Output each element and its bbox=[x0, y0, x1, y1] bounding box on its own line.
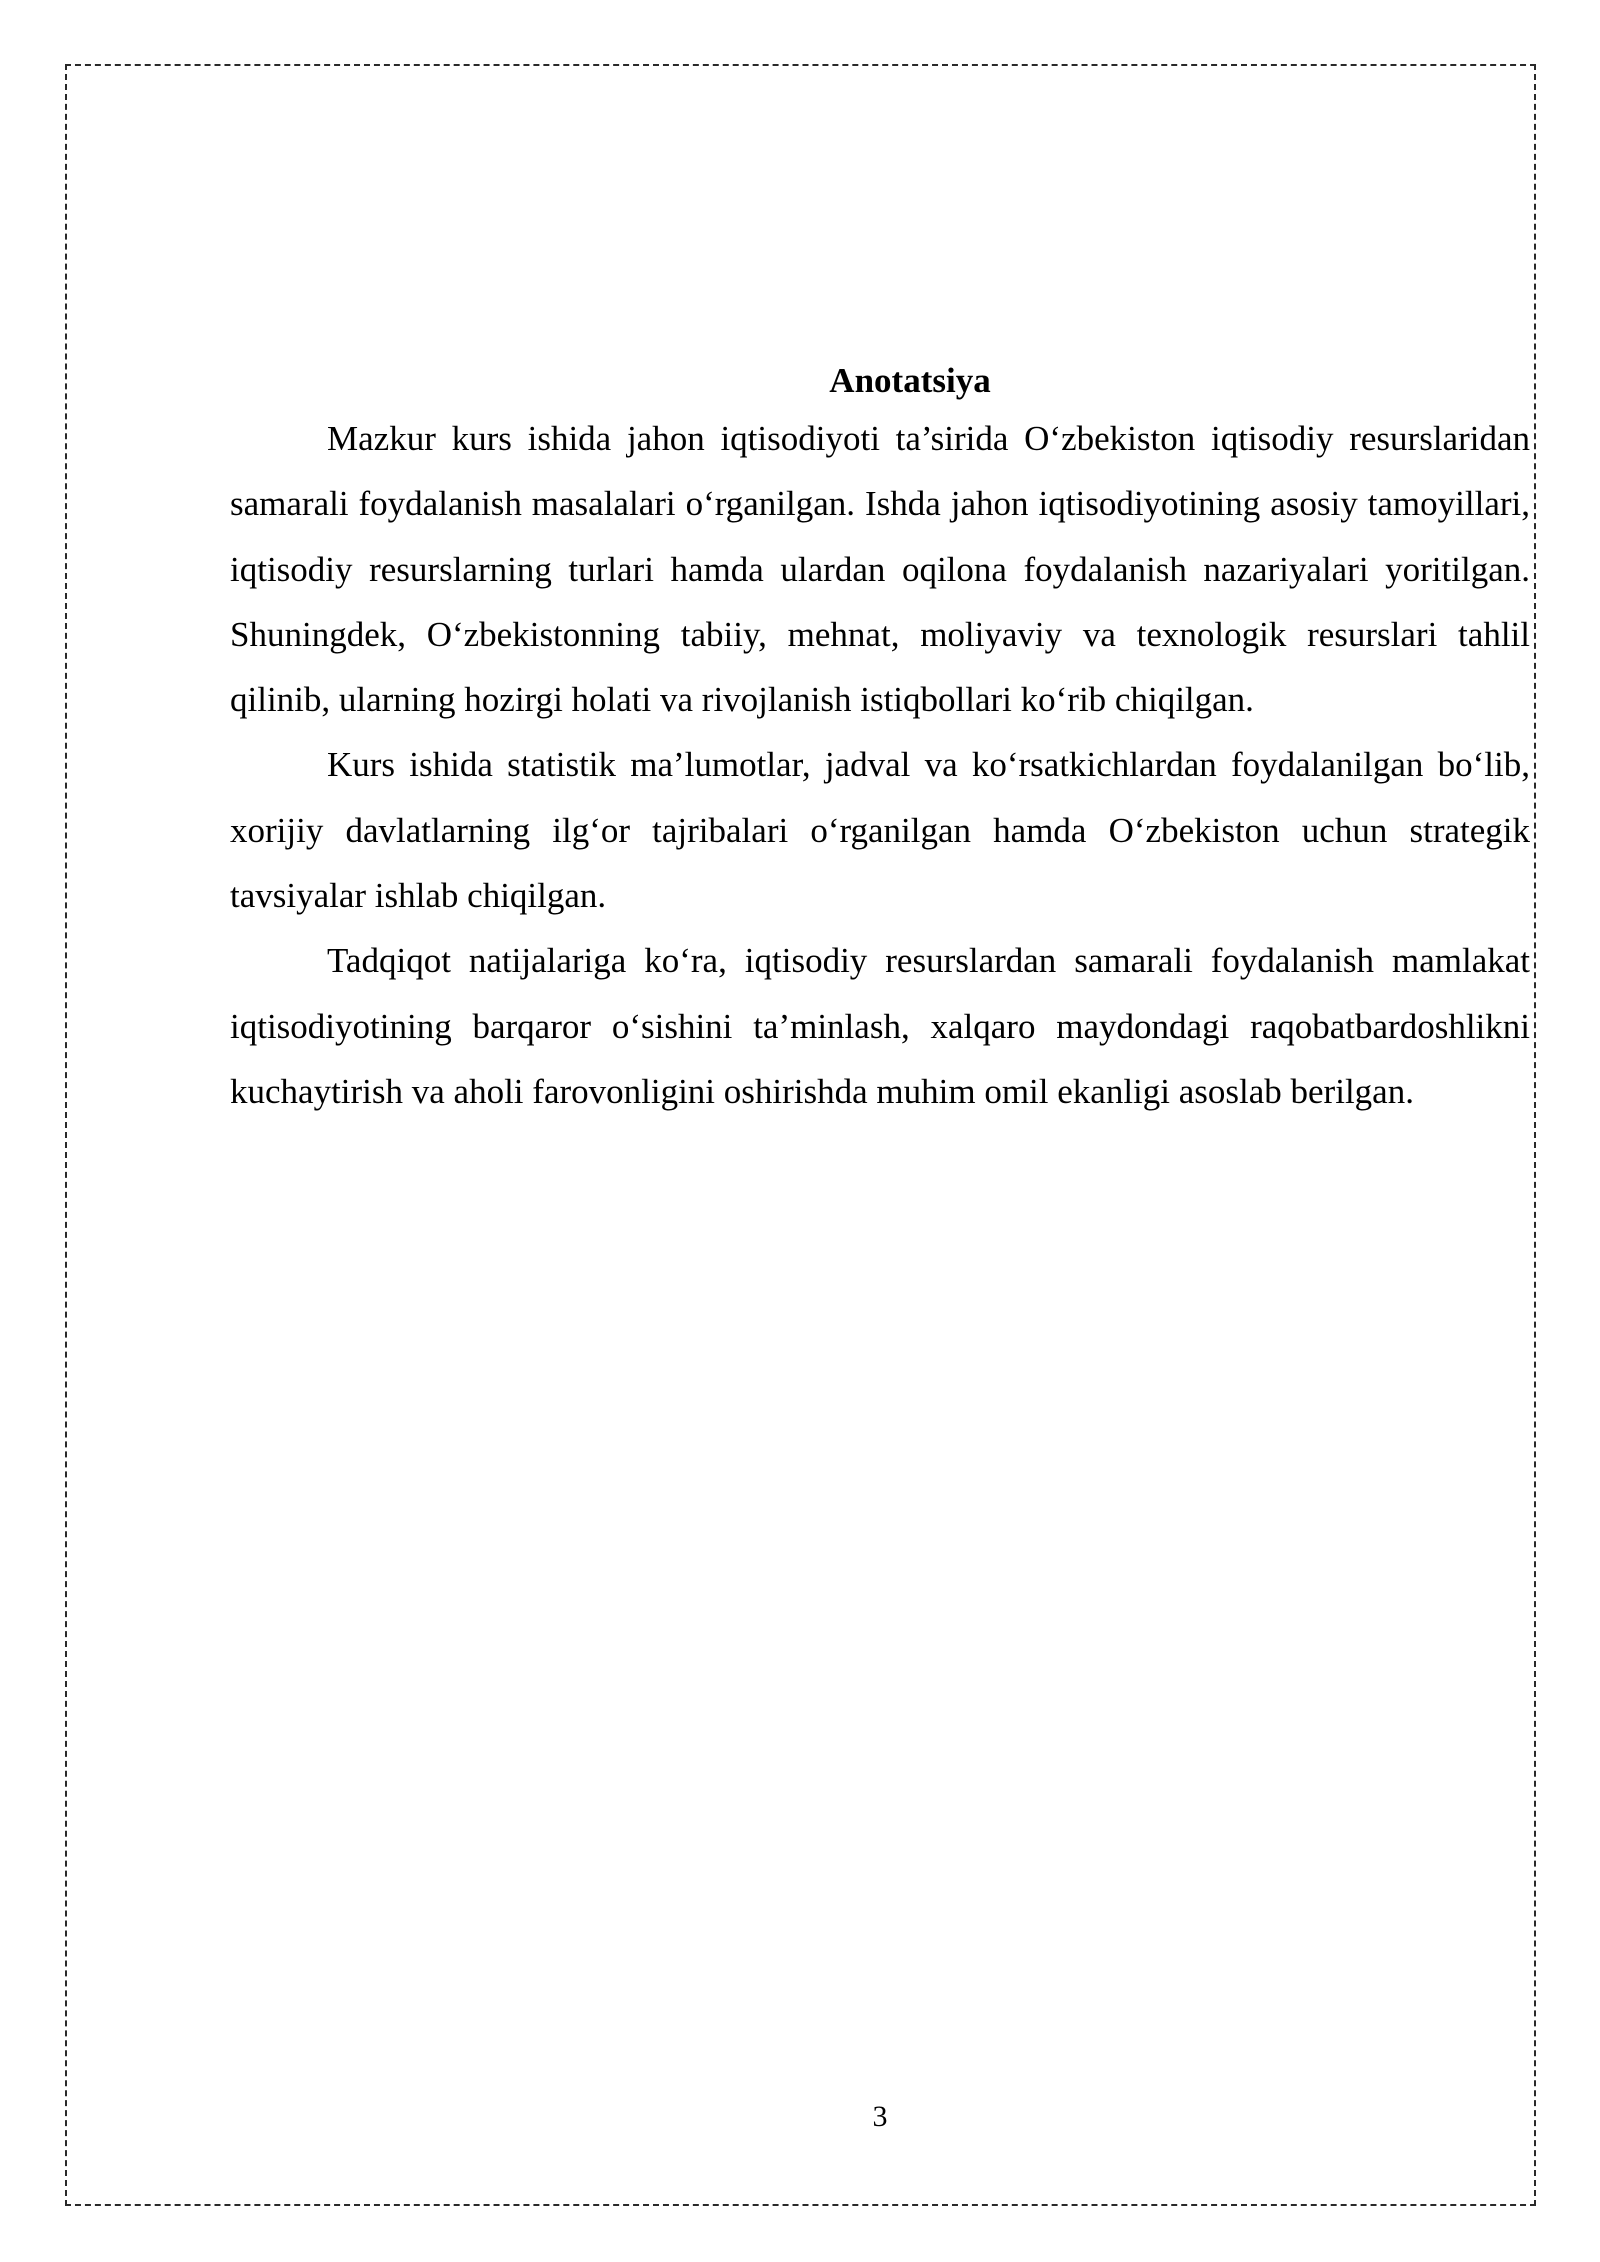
paragraph-3: Tadqiqot natijalariga ko‘ra, iqtisodiy resurslardan samarali foydalanish mamlakat iqtisodiyotining barqaror o‘sishini ta’minlash, xalqaro maydondagi raqobatbardoshlikni kuchaytirish va aholi farovonligini oshirishda muhim omil ekanligi asoslab berilgan. bbox=[230, 941, 1530, 1111]
paragraph-1: Mazkur kurs ishida jahon iqtisodiyoti ta’sirida O‘zbekiston iqtisodiy resurslaridan samarali foydalanish masalalari o‘rganilgan. Ishda jahon iqtisodiyotining asosiy tamoyillari, iqtisodiy resurslarning turlari hamda ulardan oqilona foydalanish nazariyalari yoritilgan. Shuningdek, O‘zbekistonning tabiiy, mehnat, moliyaviy va texnologik resurslari tahlil qilinib, ularning hozirgi holati va rivojlanish istiqbollari ko‘rib chiqilgan. bbox=[230, 419, 1530, 720]
document-title: Anotatsiya bbox=[829, 361, 991, 400]
paragraph-2: Kurs ishida statistik ma’lumotlar, jadval va ko‘rsatkichlardan foydalanilgan bo‘lib, xorijiy davlatlarning ilg‘or tajribalari o‘rganilgan hamda O‘zbekiston uchun strategik tavsiyalar ishlab chiqilgan. bbox=[230, 745, 1530, 916]
document-body bbox=[230, 356, 1530, 1124]
page-number: 3 bbox=[872, 2100, 888, 2133]
